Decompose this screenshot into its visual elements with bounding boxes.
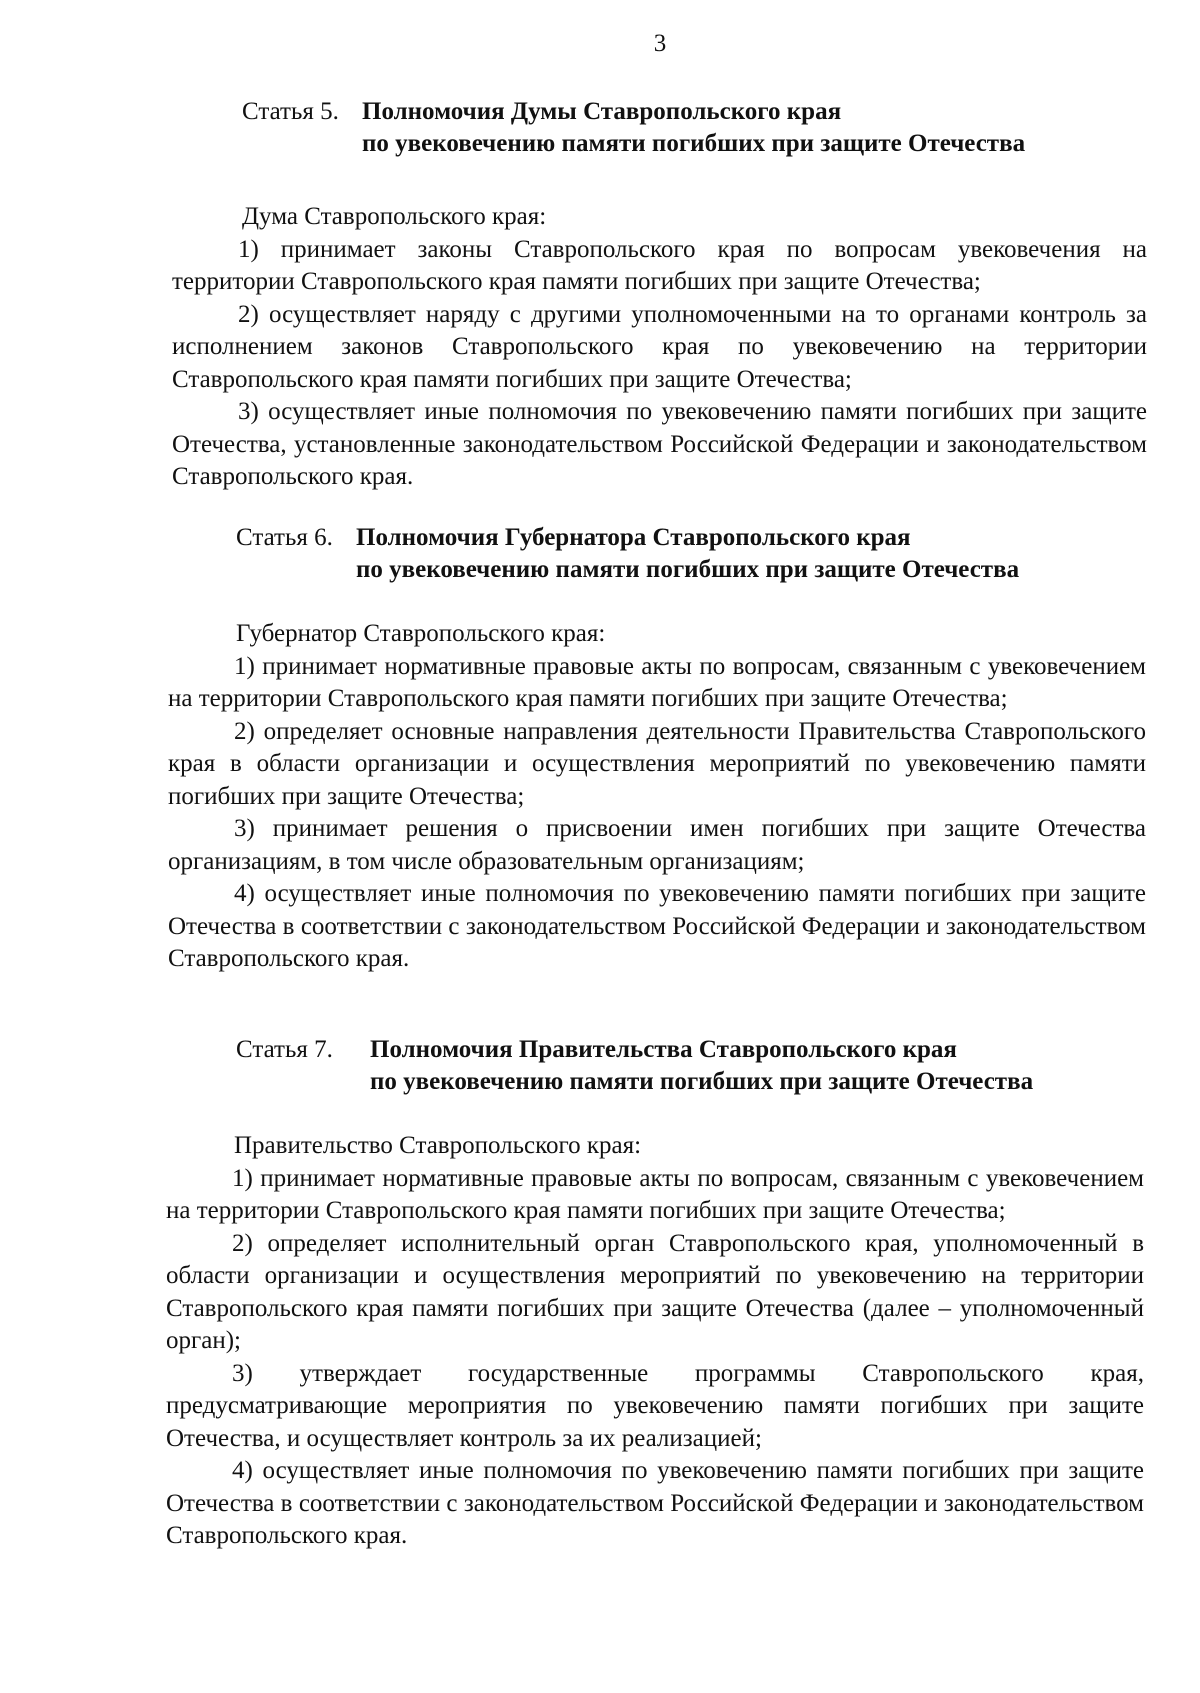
- article-5-item-2: 2) осуществляет наряду с другими уполномоченными на то органами контроль за исполнением законов Ставропольского края по увековечению на территории Ставропольского края памяти погибших при защите Отечества;: [172, 300, 1147, 393]
- article-6-number: Статья 6.: [236, 524, 333, 551]
- article-6-heading-line1: Полномочия Губернатора Ставропольского края: [356, 524, 911, 551]
- article-7-heading: [370, 1034, 1033, 1098]
- article-6-item-4: 4) осуществляет иные полномочия по увековечению памяти погибших при защите Отечества в соответствии с законодательством Российской Федерации и законодательством Ставропольского края.: [168, 880, 1146, 972]
- article-7-item-4: 4) осуществляет иные полномочия по увековечению памяти погибших при защите Отечества в соответствии с законодательством Российской Федерации и законодательством Ставропольского края.: [166, 1457, 1144, 1549]
- article-7-intro: Правительство Ставропольского края:: [234, 1132, 642, 1159]
- article-5-intro: Дума Ставропольского края:: [242, 203, 547, 230]
- article-7-number: Статья 7.: [236, 1036, 333, 1063]
- article-5-body: [172, 201, 1147, 494]
- article-6-heading-line2: по увековечению памяти погибших при защите Отечества: [356, 556, 1020, 583]
- article-5-item-1: 1) принимает законы Ставропольского края по вопросам увековечения на территории Ставропольского края памяти погибших при защите Отечества;: [172, 235, 1147, 295]
- article-7-body: [166, 1130, 1144, 1553]
- article-7-item-2: 2) определяет исполнительный орган Ставропольского края, уполномоченный в области организации и осуществления мероприятий по увековечению на территории Ставропольского края памяти погибших при защите Отечества (далее – уполномоченный орган);: [166, 1229, 1144, 1354]
- article-6-intro: Губернатор Ставропольского края:: [236, 620, 606, 647]
- article-5-heading: [362, 96, 1025, 160]
- page-number: 3: [653, 30, 667, 57]
- article-6-item-1: 1) принимает нормативные правовые акты по вопросам, связанным с увековечением на территории Ставропольского края памяти погибших при защите Отечества;: [168, 652, 1146, 712]
- article-6-body: [168, 618, 1146, 976]
- article-5-heading-line1: Полномочия Думы Ставропольского края: [362, 98, 842, 125]
- article-6-heading: [356, 522, 1019, 586]
- article-7-heading-line2: по увековечению памяти погибших при защите Отечества: [370, 1068, 1034, 1095]
- article-5-number: Статья 5.: [242, 98, 339, 125]
- article-6-item-3: 3) принимает решения о присвоении имен погибших при защите Отечества организациям, в том числе образовательным организациям;: [168, 815, 1146, 875]
- article-5-heading-line2: по увековечению памяти погибших при защите Отечества: [362, 130, 1026, 157]
- article-7-item-1: 1) принимает нормативные правовые акты по вопросам, связанным с увековечением на территории Ставропольского края памяти погибших при защите Отечества;: [166, 1164, 1144, 1224]
- article-5-item-3: 3) осуществляет иные полномочия по увековечению памяти погибших при защите Отечества, установленные законодательством Российской Федерации и законодательством Ставропольского края.: [172, 398, 1147, 490]
- article-7-heading-line1: Полномочия Правительства Ставропольского края: [370, 1036, 957, 1063]
- article-7-item-3: 3) утверждает государственные программы Ставропольского края, предусматривающие мероприятия по увековечению памяти погибших при защите Отечества, и осуществляет контроль за их реализацией;: [166, 1359, 1144, 1452]
- article-6-item-2: 2) определяет основные направления деятельности Правительства Ставропольского края в области организации и осуществления мероприятий по увековечению памяти погибших при защите Отечества;: [168, 717, 1146, 810]
